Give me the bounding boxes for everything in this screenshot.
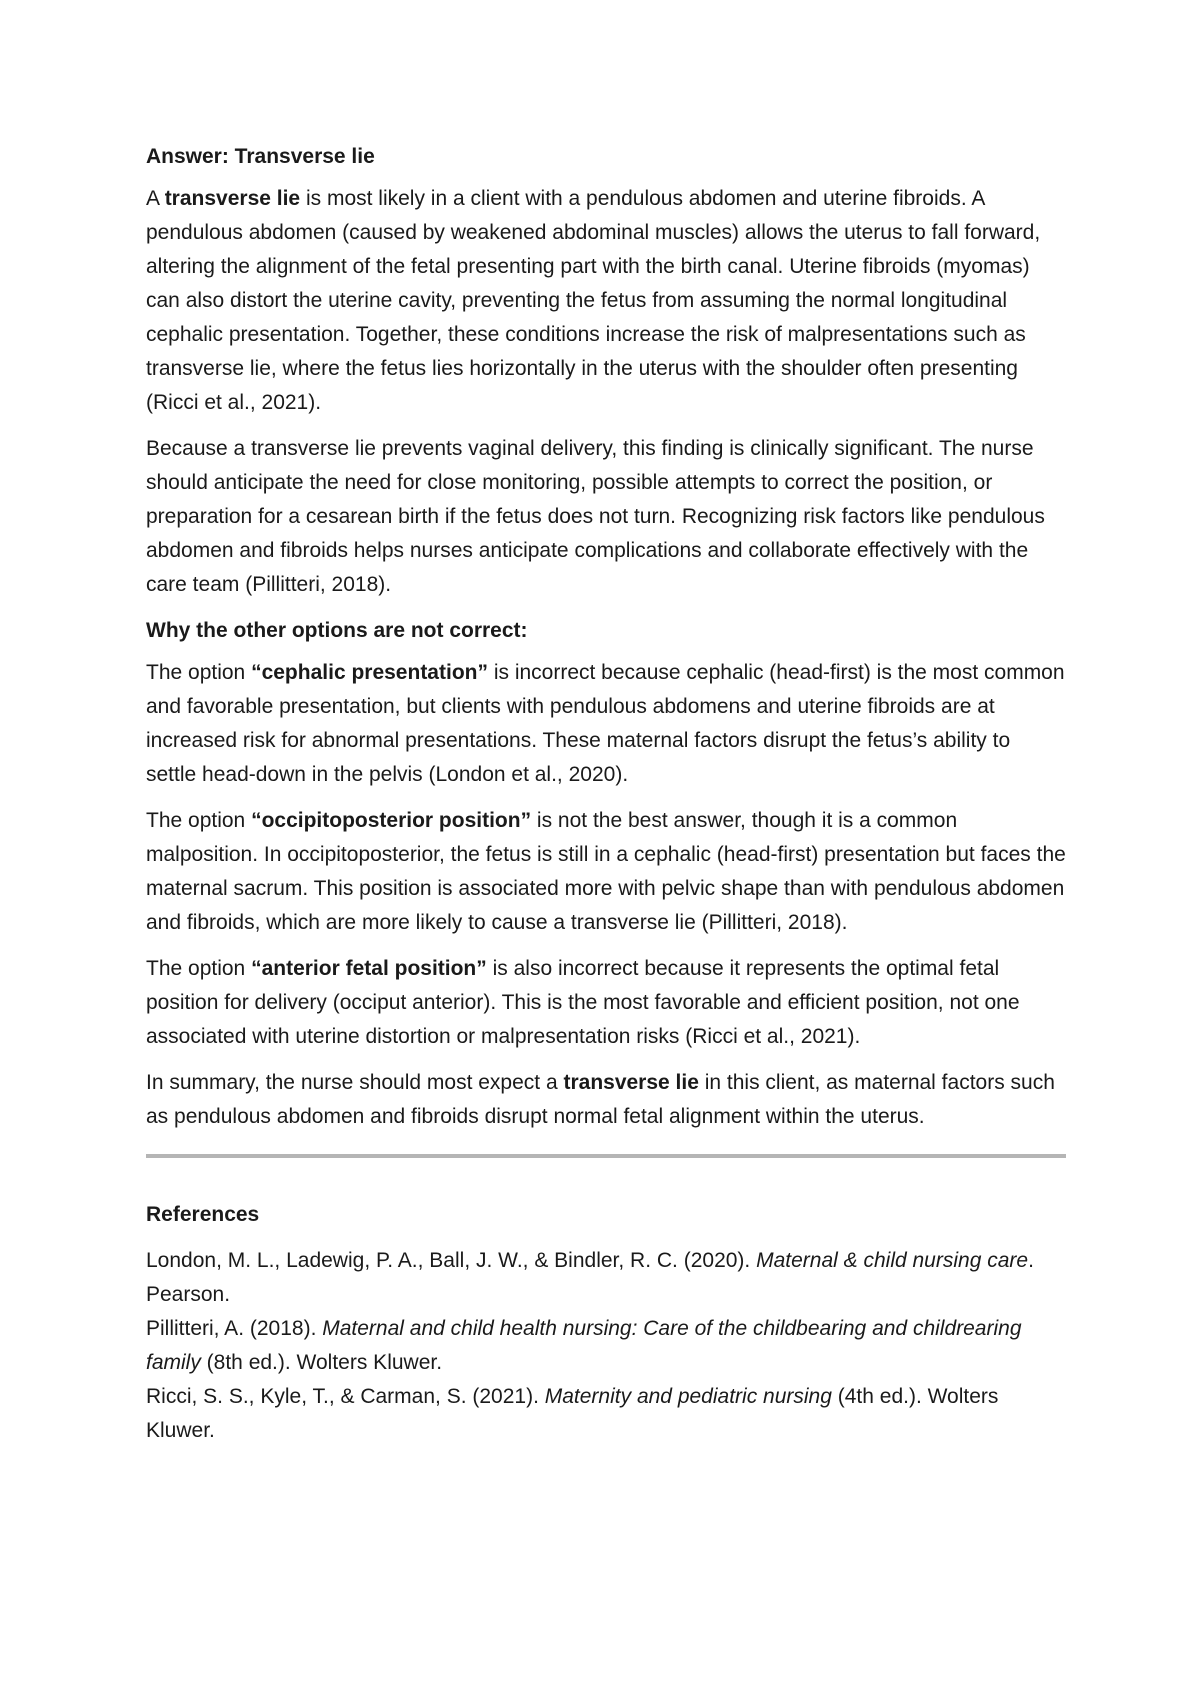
reference-title: Maternity and pediatric nursing xyxy=(544,1385,832,1408)
p1-bold-term: transverse lie xyxy=(164,187,301,210)
significance-paragraph: Because a transverse lie prevents vaginal delivery, this finding is clinically significant. The nurse should anticipate the need for close monitoring, possible attempts to correct the position, or preparation for a cesarean birth if the fetus does not turn. Recognizing risk factors like pendulous abdomen and fibroids helps nurses anticipate complications and collaborate effectively with the care team (Pillitteri, 2018). xyxy=(146,437,1045,596)
option-cephalic-paragraph xyxy=(146,656,1066,792)
summary-text-c: in this client, as maternal factors such as pendulous abdomen and fibroids disrupt normal fetal alignment within the uterus. xyxy=(146,1071,1055,1128)
reference-title: Maternal & child nursing care xyxy=(756,1249,1029,1272)
p1-text-a: A xyxy=(146,187,165,210)
horizontal-divider xyxy=(146,1154,1066,1158)
reference-entry xyxy=(146,1380,1066,1448)
references-heading: References xyxy=(146,1203,260,1226)
opt2-text-a: The option xyxy=(146,809,252,832)
option-occipitoposterior-paragraph xyxy=(146,804,1066,940)
opt3-text-a: The option xyxy=(146,957,252,980)
reference-title: Maternal and child health nursing: Care of the childbearing and childrearing family xyxy=(146,1317,1022,1374)
reference-authors: London, M. L., Ladewig, P. A., Ball, J. W., & Bindler, R. C. (2020). xyxy=(146,1249,757,1272)
p1-text-c: is most likely in a client with a pendulous abdomen and uterine fibroids. A pendulous abdomen (caused by weakened abdominal muscles) allows the uterus to fall forward, altering the alignment of the fetal presenting part with the birth canal. Uterine fibroids (myomas) can also distort the uterine cavity, preventing the fetus from assuming the normal longitudinal cephalic presentation. Together, these conditions increase the risk of malpresentations such as transverse lie, where the fetus lies horizontally in the uterus with the shoulder often presenting (Ricci et al., 2021). xyxy=(146,187,1041,414)
summary-paragraph xyxy=(146,1066,1066,1134)
references-list xyxy=(146,1244,1066,1448)
document-page xyxy=(146,140,1066,1448)
reference-entry xyxy=(146,1244,1066,1312)
opt3-text-c: is also incorrect because it represents the optimal fetal position for delivery (occiput anterior). This is the most favorable and efficient position, not one associated with uterine distortion or malpresentation risks (Ricci et al., 2021). xyxy=(146,957,1020,1048)
reference-rest: . Pearson. xyxy=(146,1249,1034,1306)
reference-entry xyxy=(146,1312,1066,1380)
summary-bold-term: transverse lie xyxy=(563,1071,699,1094)
reference-authors: Ricci, S. S., Kyle, T., & Carman, S. (2021). xyxy=(146,1385,545,1408)
reference-rest: (4th ed.). Wolters Kluwer. xyxy=(146,1385,999,1442)
why-heading: Why the other options are not correct: xyxy=(146,619,528,642)
opt2-bold-term: “occipitoposterior position” xyxy=(251,809,532,832)
opt2-text-c: is not the best answer, though it is a common malposition. In occipitoposterior, the fetus is still in a cephalic (head-first) presentation but faces the maternal sacrum. This position is associated more with pelvic shape than with pendulous abdomen and fibroids, which are more likely to cause a transverse lie (Pillitteri, 2018). xyxy=(146,809,1066,934)
opt3-bold-term: “anterior fetal position” xyxy=(251,957,487,980)
opt1-bold-term: “cephalic presentation” xyxy=(251,661,488,684)
explanation-paragraph xyxy=(146,182,1066,420)
reference-rest: (8th ed.). Wolters Kluwer. xyxy=(200,1351,443,1374)
opt1-text-c: is incorrect because cephalic (head-first) is the most common and favorable presentation, but clients with pendulous abdomens and uterine fibroids are at increased risk for abnormal presentations. These maternal factors disrupt the fetus’s ability to settle head-down in the pelvis (London et al., 2020). xyxy=(146,661,1065,786)
summary-text-a: In summary, the nurse should most expect a xyxy=(146,1071,564,1094)
reference-authors: Pillitteri, A. (2018). xyxy=(146,1317,323,1340)
option-anterior-paragraph xyxy=(146,952,1066,1054)
opt1-text-a: The option xyxy=(146,661,252,684)
answer-heading: Answer: Transverse lie xyxy=(146,145,375,168)
